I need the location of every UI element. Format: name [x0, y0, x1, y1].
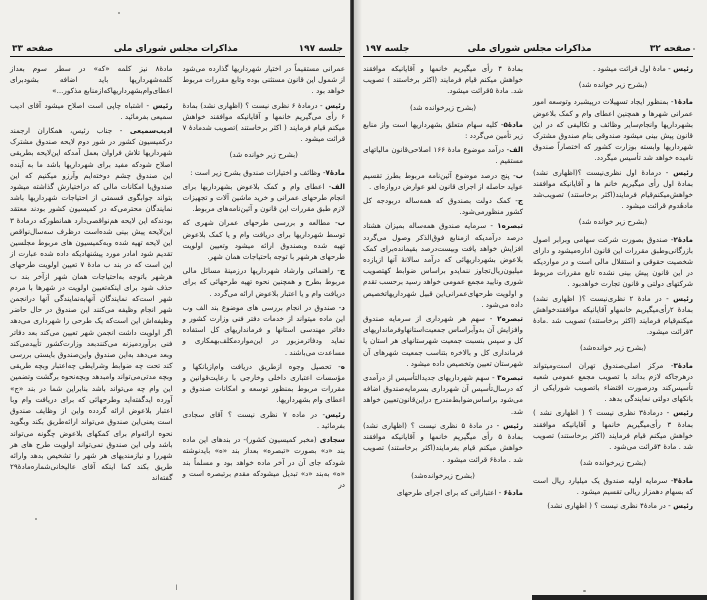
text-column-right: [533, 63, 693, 514]
speaker-label: تبصره۱: [497, 221, 523, 231]
speaker-label: تبصره۲: [497, 314, 523, 324]
speech-paragraph: [363, 170, 523, 192]
reading-note: (بشرح زیر خوانده شد): [578, 217, 648, 227]
speaker-label: ادیب‌سمیعی: [129, 126, 173, 136]
speech-paragraph: [533, 475, 693, 497]
session-label: جلسه ۱۹۷: [365, 44, 410, 54]
speech-paragraph: [533, 500, 693, 511]
speech-paragraph: [183, 409, 346, 431]
speaker-label: رئیس: [673, 167, 693, 177]
speaker-label: مادهٔ۱: [673, 97, 693, 107]
speech-text: - کلیه سهام متعلق بشهرداریها است واز منابع زیر تأمین می‌گردد :: [363, 119, 523, 141]
reading-note: (بشرح زیر خوانده‌شد): [579, 343, 647, 353]
speech-text: (مخبر کمیسیون کشور)- در بندهای این ماده بند «د» بصورت «تبصره» بعداز بند «ه» بایدنوشته شودکه جای آن در آخر ماده خواهد بود و مسلماً بند «ه» به‌بند «د» تبدیل میشودکه مقدم برتبصره است و در: [182, 435, 345, 489]
speech-paragraph: [183, 217, 346, 262]
speech-text: - درمادهٔ۳ نظری نیست ؟ ( اظهاری نشد ) بمادهٔ ۳ رأی‌میگیریم خانمها و آقایانیکه موافقند خواهش میکنم قیام فرمایند (اکثر برخاستند) تصویب شد . مادهٔ ۴قرائت می‌شود .: [533, 408, 693, 452]
scan-speck: [583, 590, 586, 592]
speaker-label: الف: [509, 145, 523, 155]
reading-note: (بشرح زیرخوانده‌شد): [411, 470, 475, 480]
page-32: [353, 0, 707, 600]
speech-text: - اشتباه چاپی است اصلاح میشود آقای ادیب سمیعی بفرمائید .: [10, 100, 173, 121]
speech-paragraph: [363, 372, 523, 417]
speaker-label: ب: [515, 170, 523, 180]
speech-text: - جناب رئیس، همکاران ارجمند درکمیسیون کشور در شور دوم لایحه صندوق مشترک شهرداریها تلاش فراوان بعمل آمدکه این‌لایحه بطریقی اصلاح شودکه مفید برای شهرداریها باشد ما به آینده این صندوق چشم دوخته‌ایم وآرزو میکنیم که این صندوق‌با امکانات مالی که دراختیارش گذاشته میشود بتواند جوابگوی قسمتی از احتیاجات شهرداریها باشد نمایندگان محترمی‌که در کمیسیون کشور بودند معتقد بودندکه این لایحه هم‌نواقصی‌دارد همانطورکه درمادهٔ ۳ این‌لایحه پیش بینی شده‌است درظرف سه‌سال‌نواقص این لایحه تهیه شده وبه‌کمیسیون های مربوط مجلسین تقدیم شود امادر مورد پیشنهادیکه داده شده عبارت از این است که در بند ب مادهٔ ۷ تعیین اولویت طرحهای هرشهر باتوجه به‌احتیاجات همان شهر ازآخر بند ب حذف شود برای اینکه‌تعیین اولویت در شهرها با مردم شهر است‌که نمایندگان آنهابه‌نمایندگی آنها درانجمن شهر انجام وظیفه می‌کنند این صندوق در حال حاضر وظیفه‌اش این است‌که یک طرحی را شهرداری می‌دهد اگر اولویت داشت انجمن شهر تعیین می‌کند بعد دفاتر فنی برآوردمیزنه می‌کنندبعد وزارت‌کشور تأییدمی‌کند وبعد می‌دهد به‌این صندوق واین‌صندوق بایستی بررسی کند تحت چه ضوابط وشرایطی چه‌اعتبار وبچه طریقی وبچه مدتی‌می‌تواند وامبدهد وبچه‌نحوه برگشت وتضمین این وام چه می‌تواند باشد بنابراین شما در بند «ج» آورده ایدگفته‌اید وطرحهائی که برای دریافت وام وبا اعتبار بلاعوض ارائه گردده واین از وظایف صندوق است یعنی‌این صندوق می‌تواند ارائه‌طریق بکند وبگوید نحوه ارائه‌وام برای کمکهای بلاعوض چگونه می‌تواند باشد ولی این صندوق نمی‌تواند اولویت طرح های هر شهررا و نیازمندیهای هر شهر را تشخیص بدهد وارائه طریق بکند کما اینکه آقای عالیخانی‌شماره‌مادهٔ۲۹ گفته‌اند: [10, 126, 173, 483]
speech-text: - تحصیل وجوه ازطریق دریافت وام‌ازبانکها و مؤسسات اعتباری داخلی وخارجی با رعایت‌قوانین و مقررات مربوط بمنظور توسعه و امکانات صندوق و اعطای وام بشهرداریها.: [182, 361, 345, 405]
speech-paragraph: [533, 96, 693, 163]
page-number: صفحه ۳۲: [649, 44, 691, 54]
speaker-label: مادهٔ۶: [503, 487, 523, 497]
page-header: [10, 42, 345, 57]
speech-paragraph: [533, 63, 693, 74]
speech-paragraph: [363, 487, 523, 498]
speech-paragraph: [183, 361, 346, 406]
session-label: جلسه ۱۹۷: [298, 44, 343, 54]
speaker-label: ب: [337, 218, 345, 228]
speech-paragraph: [10, 100, 173, 122]
speaker-label: رئیس: [673, 293, 693, 303]
speech-paragraph: [183, 265, 346, 299]
reading-note: (بشرح زیر خوانده شد): [229, 150, 298, 160]
speech-paragraph: [533, 293, 693, 338]
speech-text: - درآمد موضوع مادهٔ ۱۶۶ اصلاحی‌قانون مالیاتهای مستقیم .: [363, 145, 523, 166]
speech-paragraph: [533, 360, 693, 405]
speech-paragraph: [363, 144, 523, 166]
body-paragraph: بمادهٔ ۴ رأی میگیریم خانمها و آقایانیکه موافقند خواهش میکنم قیام فرمایند (اکثر برخاستند ) تصویب شد. مادهٔ ۵قرائت میشود.: [363, 64, 523, 96]
speaker-label: مادهٔ۵: [503, 119, 523, 129]
speech-paragraph: [363, 119, 523, 141]
page-number: صفحه ۳۳: [12, 44, 54, 54]
speech-text: - درمادهٔ اول نظری‌نیست ؟(اظهاری نشد) بمادهٔ اول رأی میگیریم خانم ها و آقایانیکه موافقند خواهش‌میکنم‌قیام فرمایند(اکثر برخاستند) تصویب‌شد مادهٔدوم قرائت میشود .: [533, 167, 693, 211]
speech-paragraph: [363, 195, 523, 217]
speech-paragraph: [363, 220, 523, 310]
reading-note: (بشرح زیرخوانده شد): [409, 102, 477, 112]
speaker-label: مادهٔ۳: [673, 360, 693, 370]
speaker-label: الف: [331, 181, 345, 191]
speaker-label: مادهٔ۴: [673, 475, 693, 485]
page-header: [363, 42, 693, 57]
speaker-label: سجادی: [319, 435, 345, 445]
speech-text: - درمادهٔ ۶ نظری نیست ؟ (اظهاری نشد) بمادهٔ ۶ رأی می‌گیریم خانمها و آقایانیکه موافقند خواهش میکنم قیام فرمایند ( اکثر برخاستند )تصویب شدمادهٔ ۷ قرائت میشود .: [182, 100, 345, 144]
spine-shadow: [354, 0, 362, 600]
speech-paragraph: [363, 420, 523, 465]
text-column-right: [183, 63, 346, 493]
speech-text: - صندوق در انجام بررسی های موضوع بند الف وب این ماده میتواند از خدمات دفتر فنی وزارت کشور و دفاتر مهندسی استانها و فرمانداریهای کل استفاده نماید ودفاترمزبور در این‌مواردمکلف‌بهمکاری و مساعدت می‌باشند .: [182, 302, 345, 357]
speech-text: - مرکز اصلی‌صندوق تهران است‌ومیتواند درهرجاکه لازم بداند با تصویب مجمع عمومی شعبه تأسیس‌کند ودرصورت اقتضاء باتصویب شورایکی از بانکهای دولتی نمایندگی بدهد .: [533, 360, 693, 404]
scan-speck: [35, 518, 37, 520]
speech-text: - در مادهٔ ۲ نظری‌نیست ؟( اظهاری نشد) بمادهٔ ۲رأی‌میگیریم خانمهاو آقایانیکه موافقندخواهش میکنم‌قیام فرمایند (اکثر برخاستند) تصویب شد .مادهٔ ۳قرائت میشود.: [533, 293, 693, 337]
speech-paragraph: [533, 234, 693, 290]
speaker-label: مادهٔ۲: [673, 234, 693, 244]
page-edge-shadow: [532, 595, 707, 600]
speaker-label: رئیس: [673, 64, 693, 73]
speech-text: - راهنمائی وارشاد شهرداریها درزمینهٔ مسائل مالی مربوط بطرح و همچنین نحوه تهیه طرحهائی که برای دریافت وام و یا اعتبار بلاعوض ارائه می‌گردد .: [182, 266, 345, 298]
speech-text: - سهم شهرداریهای جدیدالتأسیس از درآمدی که درسال‌تأسیس آن شهرداری بسرمایه‌صندوق اضافه می‌شود براساس‌ضوابط‌مندرج دراین‌قانون‌تعیین خواهد شد.: [363, 373, 523, 416]
speech-text: - در مادهٔ۴ نظری نیست ؟ ( اظهاری نشد): [547, 500, 674, 510]
scan-speck: [118, 12, 120, 14]
speech-text: - صندوق بصورت شرکت سهامی وبرابر اصول بازرگانی‌وطبق مقررات این قانون اداره‌میشود و دارای شخصیت حقوقی و استقلال مالی است و در مواردیکه در این قانون پیش بینی نشده تابع مقررات مربوط شرکتهای دولتی و قانون تجارت خواهدبود .: [533, 234, 693, 289]
speech-text: - وظائف و اختیارات صندوق بشرح زیر است :: [190, 167, 326, 177]
speaker-label: رئیس: [152, 100, 173, 110]
speech-paragraph: [183, 302, 346, 358]
speech-paragraph: [183, 434, 346, 490]
scan-speck: [693, 48, 695, 50]
speech-text: - مادهٔ اول قرائت میشود .: [592, 64, 674, 73]
body-paragraph: مادهٔ۸ نیز کلمه «که» در سطر سوم بعداز کلمه‌شهرداریها باید اضافه بشودبرای اعطای‌وام‌بشهرداریهاکه‌ازمنابع مذکور...»: [10, 64, 173, 96]
speech-text: - سرمایه صندوق همه‌ساله بمیزان هشتاد درصد درآمدیکه ازمنابع فوق‌الذکر وصول می‌گردد افزایش خواهد یافت وبیست‌درصد بقیمانده‌برای کمک بلاعوض بشهرداریهائی که درآمد سالانهٔ آنها ازیازده میلیون‌ریال‌تجاوز ننماید‌و براساس ضوابط کهتصویب شوری ونایید مجمع عمومی خواهد رسید برحسب تقدم و اولویت طرحهای‌عمرانی‌این قبیل شهرداریهاتخصیص داده می‌شود .: [363, 221, 523, 309]
speaker-label: رئیس: [503, 420, 523, 430]
speech-text: - سهم هر شهرداری از سرمایه صندوق وافزایش آن بدوآبراساس جمعیت‌استانهاوفرمانداریهای کل و سپس بنسبت جمعیت شهرستانهای هر استان یا فرمانداری کل و بالاخره بتناسب جمعیت شهرهای آن شهرستان تعیین وتخصیص داده میشود .: [363, 314, 523, 368]
speech-paragraph: [533, 407, 693, 452]
speech-paragraph: [183, 181, 346, 215]
speech-paragraph: [183, 167, 346, 178]
speech-paragraph: [183, 100, 346, 145]
speech-paragraph: [10, 125, 173, 484]
publication-title: مذاکرات مجلس شورای ملی: [113, 44, 238, 54]
reading-note: (بشرح زیرخوانده شد): [579, 458, 647, 468]
speech-text: - اعتباراتی که برای اجرای طرحهای: [396, 487, 504, 497]
speaker-label: ج: [339, 266, 345, 276]
speech-text: - سرمایه اولیه صندوق یک میلیارد ریال است که بسهام دهمزار ریالی تقسیم میشود .: [533, 475, 693, 496]
speaker-label: ج: [517, 196, 523, 206]
speech-paragraph: [533, 167, 693, 212]
speech-text: - اعطای وام و کمک بلاعوض بشهرداریها برای انجام طرحهای عمرانی و خرید ماشین آلات و تجهیزات لازم طبق مقررات این قانون و آئین‌نامه‌های مربوط.: [182, 181, 345, 214]
speech-text: - پنج درصد موضوع آئین‌نامه مربوط بطرز تقسیم عواید حاصله از اجرای قانون لغو عوارض دروازه‌ای .: [363, 170, 523, 191]
text-column-left: [363, 63, 523, 514]
reading-note: (بشرح زیر خوانده شد): [578, 80, 648, 90]
speaker-label: ه: [340, 361, 345, 371]
speaker-label: رئیس: [325, 409, 345, 419]
footer-mark: ا: [175, 584, 178, 592]
speaker-label: رئیس: [673, 408, 694, 418]
speech-text: - بمنظور ایجاد تسهیلات درپیشبرد وتوسعه امور عمرانی شهرها و همچنین اعطای وام و کمک بلاعوض بشهرداریها وانجام‌سایر وظائف و تکالیفی که در این قانون پیش بینی میشود صندوقی بنام صندوق مشترک شهرداریها وابسته بوزارت کشور که اختصاراً صندوق نامیده خواهد شد تأسیس میگردد.: [533, 97, 693, 163]
speaker-label: رئیس: [325, 100, 345, 110]
page-33: [0, 0, 353, 600]
text-column-left: [10, 63, 173, 493]
speech-paragraph: [363, 313, 523, 369]
speech-text: - در ماده ۷ نظری نیست ؟ آقای سجادی بفرمائید .: [182, 409, 345, 430]
speech-text: - کمک دولت بصندوق که همه‌ساله دربودجه کل کشور منظورمی‌شود.: [363, 196, 523, 217]
speaker-label: رئیس: [673, 500, 693, 510]
speech-text: - در مادهٔ ۵ نظری نیست ؟ (اظهاری نشد) بمادهٔ ۵ رأی میگیریم خانمها و آقایانیکه موافقند خواهش میکنم قیام بفرمایند(اکثر برخاستند) تصویب شد . مادهٔ۶ قرائت میشود .: [363, 420, 523, 464]
body-paragraph: عمرانی مستقیماً در اختیار شهرداریها گذارده می‌شود از شمول این قانون مستثنی بوده وتابع مقررات مربوط خواهد بود .: [182, 64, 345, 96]
speaker-label: مادهٔ۷: [325, 167, 345, 177]
speaker-label: تبصره۳: [497, 373, 523, 383]
speaker-label: د: [341, 302, 345, 312]
publication-title: مذاکرات مجلس شورای ملی: [467, 44, 592, 54]
speech-text: - مطالعه و بررسی طرحهای عمران شهری که توسط شهرداریها برای دریافت وام و یا کمک بلاعوض تهیه شده وبصندوق ارائه میشود وتعیین اولویت طرحهای هرشهر با توجه باحتیاجات همان شهر.: [182, 218, 345, 262]
